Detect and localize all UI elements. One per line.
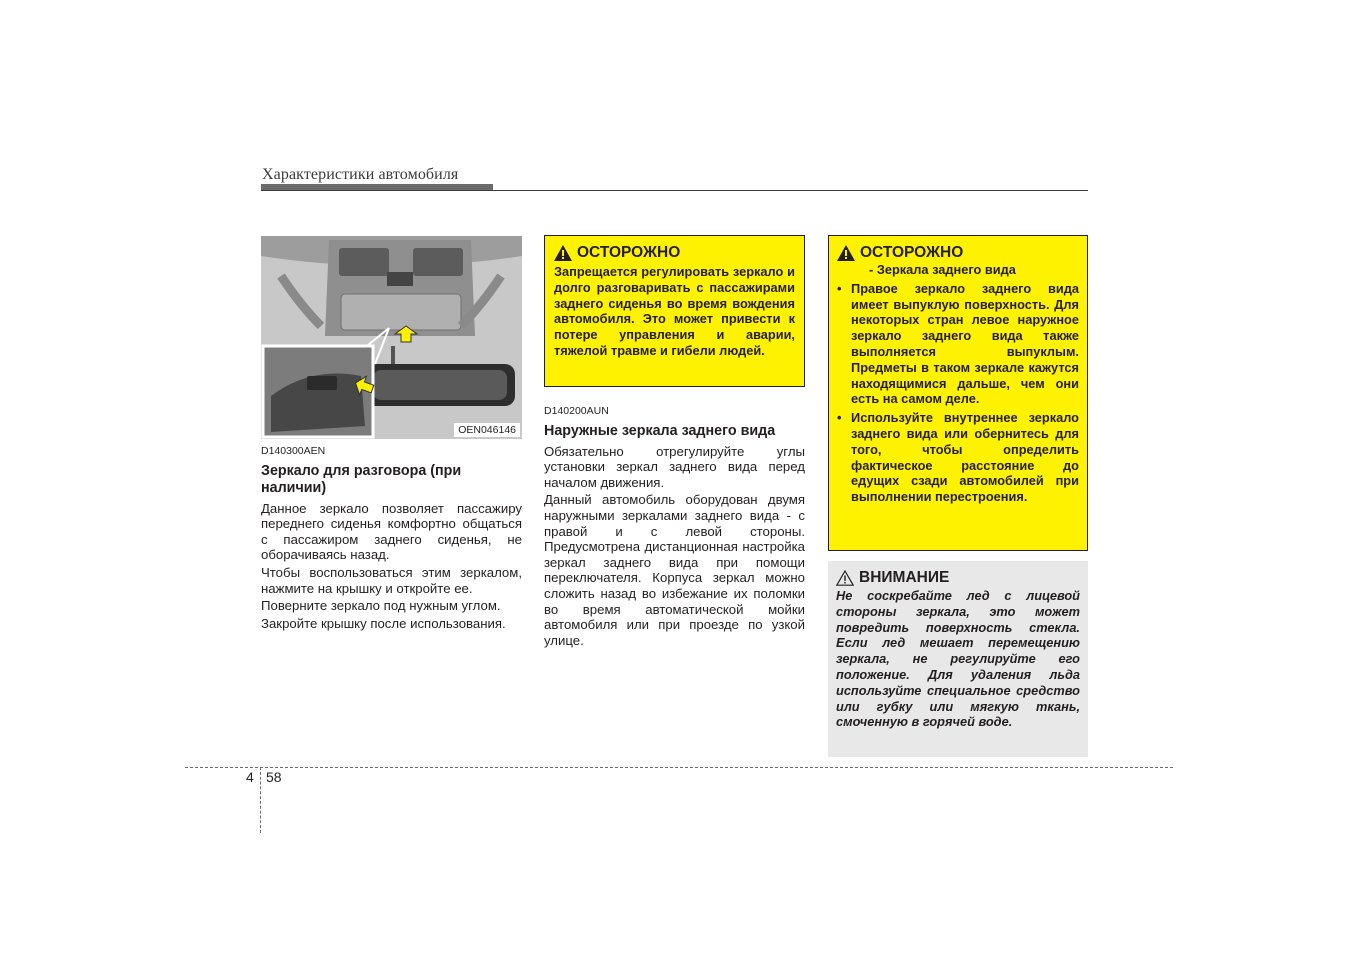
caution-text: Не соскребайте лед с лицевой стороны зеркала, это может повредить поверхность стекла. Если лед мешает перемещению зеркала, не регулируйте его положение. Для удаления льда используйте специальное средство или губку или мягкую ткань, смоченную в горячей воде. [836, 588, 1080, 730]
paragraph: Обязательно отрегулируйте углы установки зеркал заднего вида перед началом движения. [544, 443, 805, 490]
photo-label: OEN046146 [454, 423, 520, 437]
warning-subtitle: - Зеркала заднего вида [869, 262, 1016, 277]
footer-divider [260, 767, 261, 833]
photo-illustration [261, 236, 522, 439]
warning-triangle-icon [837, 245, 855, 261]
caution-box [828, 561, 1088, 757]
warning-list [837, 281, 1079, 505]
warning-title-row [554, 244, 795, 262]
list-item: • Правое зеркало заднего вида имеет выпуклую поверхность. Для некоторых стран левое наружное зеркало заднего вида также выполняется выпуклым. Предметы в таком зеркале кажутся находящимися дальше, чем они есть на самом деле. [837, 281, 1079, 407]
chapter-number: 4 [246, 769, 254, 785]
section-code: D140300AEN [261, 445, 326, 457]
page-number: 58 [266, 769, 282, 785]
paragraph: Данный автомобиль оборудован двумя наружными зеркалами заднего вида - с правой и с левой стороны. Предусмотрена дистанционная настройка зеркал заднего вида при помощи переключателя. Корпуса зеркал можно сложить назад во избежание их поломки во время автоматической мойки автомобиля или при проезде по узкой улице. [544, 492, 805, 648]
section-heading: Наружные зеркала заднего вида [544, 422, 776, 439]
caution-title: ВНИМАНИЕ [859, 569, 950, 586]
section-code: D140200AUN [544, 405, 609, 417]
paragraph: Поверните зеркало под нужным углом. [261, 598, 501, 614]
list-item: • Используйте внутреннее зеркало заднего вида или обернитесь для того, чтобы определить фактическое расстояние до едущих сзади автомобилей при выполнении перестроения. [837, 410, 1079, 505]
section-heading: Зеркало для разговора (при наличии) [261, 462, 462, 496]
caution-title-row [836, 569, 1080, 587]
section-title: Характеристики автомобиля [262, 166, 459, 183]
warning-triangle-icon [554, 245, 572, 261]
paragraph: Закройте крышку после использования. [261, 615, 506, 631]
header-rule [261, 190, 1088, 191]
column-2 [544, 404, 805, 650]
warning-text: Запрещается регулировать зеркало и долго разговаривать с пассажирами заднего сиденья во время вождения автомобиля. Это может привести к потере управления и аварии, тяжелой травме и гибели людей. [554, 264, 795, 358]
footer-rule [185, 767, 1173, 768]
warning-title-row [837, 244, 1079, 262]
caution-triangle-icon [836, 570, 854, 586]
warning-box [544, 235, 805, 387]
column-1 [261, 444, 522, 633]
paragraph: Данное зеркало позволяет пассажиру переднего сиденья комфортно общаться с пассажиром заднего сиденья, не оборачиваясь назад. [261, 500, 522, 563]
conversation-mirror-photo [261, 236, 522, 439]
warning-title: ОСТОРОЖНО [577, 244, 681, 261]
paragraph: Чтобы воспользоваться этим зеркалом, нажмите на крышку и откройте ее. [261, 564, 522, 596]
warning-box-mirrors [828, 235, 1088, 551]
warning-title: ОСТОРОЖНО [860, 244, 964, 261]
